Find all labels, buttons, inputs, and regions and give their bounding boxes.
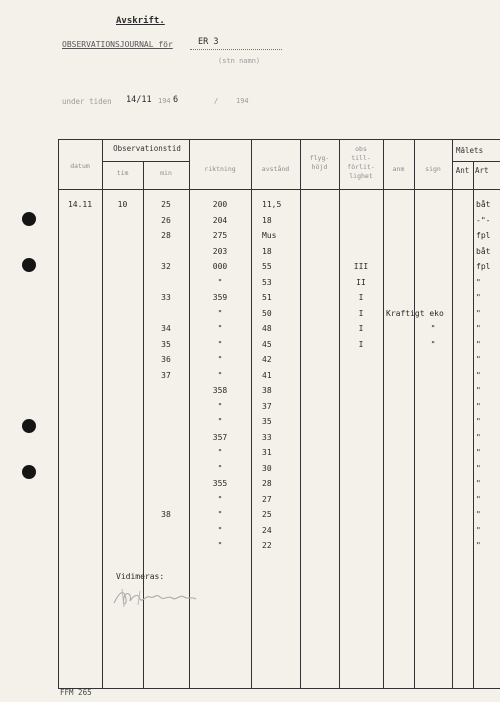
cell-obs: I: [358, 308, 364, 318]
cell-min: 38: [161, 510, 171, 519]
year-prefix-to: 194: [236, 97, 249, 105]
cell-min: 25: [161, 200, 171, 209]
cell-tim: 10: [117, 200, 128, 209]
station-name-hint: (stn namn): [218, 57, 261, 65]
cell-art: ": [476, 308, 481, 318]
cell-art: ": [476, 463, 481, 473]
cell-riktning: ": [217, 339, 223, 349]
cell-avstand: 31: [262, 448, 272, 457]
cell-art: ": [476, 448, 481, 457]
cell-avstand: 37: [262, 401, 272, 411]
cell-min: 33: [161, 293, 171, 302]
cell-riktning: ": [217, 494, 223, 504]
cell-obs: I: [358, 339, 364, 349]
cell-avstand: 28: [262, 479, 272, 488]
header-observation-time: Observationstid: [113, 145, 181, 153]
cell-obs: I: [358, 293, 364, 302]
header-avstand: avstånd: [261, 165, 290, 173]
col-divider-flyghojd: [300, 139, 301, 688]
cell-art: ": [476, 401, 481, 411]
document-title: Avskrift.: [116, 16, 165, 26]
cell-riktning: ": [217, 448, 223, 457]
cell-art: ": [476, 324, 481, 333]
cell-riktning: ": [217, 417, 223, 426]
cell-min: 34: [161, 324, 171, 333]
punch-hole-3: [22, 419, 36, 433]
header-malets: Målets: [456, 147, 484, 155]
header-sign: sign: [425, 165, 441, 173]
cell-min: 37: [161, 370, 171, 380]
cell-avstand: 11,5: [262, 200, 282, 209]
cell-riktning: 275: [212, 231, 228, 240]
cell-riktning: ": [217, 355, 223, 364]
cell-riktning: 200: [212, 200, 228, 209]
cell-riktning: ": [217, 324, 223, 333]
cell-art: fpl: [476, 262, 491, 271]
header-obs-line3: förlit-: [347, 163, 375, 171]
punch-hole-1: [22, 212, 36, 226]
cell-art: ": [476, 370, 481, 380]
period-separator: /: [214, 97, 219, 105]
form-code: FFM 265: [60, 688, 92, 697]
cell-riktning: ": [217, 525, 223, 535]
cell-avstand: 42: [262, 355, 272, 364]
cell-riktning: 355: [212, 479, 228, 488]
cell-obs: III: [353, 262, 369, 271]
cell-min: 26: [161, 215, 171, 225]
cell-art: ": [476, 525, 481, 535]
punch-hole-2: [22, 258, 36, 272]
cell-art: ": [476, 277, 481, 287]
col-divider-sign: [414, 139, 415, 688]
cell-riktning: 000: [212, 262, 228, 271]
cell-avstand: 53: [262, 277, 272, 287]
cell-avstand: 45: [262, 339, 272, 349]
cell-avstand: 48: [262, 324, 272, 333]
cell-riktning: ": [217, 370, 223, 380]
header-min: min: [160, 169, 172, 177]
cell-riktning: 359: [212, 293, 228, 302]
cell-art: båt: [476, 246, 491, 256]
table-top-border: [58, 139, 500, 140]
cell-avstand: 38: [262, 386, 272, 395]
malets-divider: [452, 161, 500, 162]
vidimeras-label: Vidimeras:: [116, 572, 165, 581]
station-name: ER 3: [198, 37, 219, 47]
cell-riktning: 203: [212, 246, 228, 256]
table-bottom-border: [58, 688, 500, 689]
cell-art: ": [476, 386, 481, 395]
cell-obs: II: [356, 277, 366, 287]
cell-riktning: ": [217, 308, 223, 318]
cell-avstand: 22: [262, 541, 272, 550]
header-obs-line2: till-: [351, 154, 371, 162]
cell-art: ": [476, 479, 481, 488]
cell-avstand: Mus: [262, 231, 277, 240]
cell-riktning: 357: [212, 432, 228, 442]
cell-art: ": [476, 541, 481, 550]
cell-avstand: 41: [262, 370, 272, 380]
cell-riktning: ": [217, 541, 223, 550]
col-divider-art: [473, 161, 474, 688]
cell-min: 32: [161, 262, 171, 271]
cell-avstand: 55: [262, 262, 272, 271]
cell-avstand: 18: [262, 246, 272, 256]
header-anm: anm: [392, 165, 405, 173]
header-obs-line1: obs: [355, 145, 367, 153]
cell-riktning: 204: [212, 215, 228, 225]
cell-avstand: 51: [262, 293, 272, 302]
table-header-bottom-border: [58, 189, 500, 190]
period-from: 14/11: [126, 95, 152, 105]
header-art: Art: [475, 166, 489, 175]
cell-avstand: 35: [262, 417, 272, 426]
cell-sign: ": [430, 324, 436, 333]
table-left-border: [58, 139, 59, 688]
cell-art: ": [476, 432, 481, 442]
col-divider-avstand: [251, 139, 252, 688]
period-label: under tiden: [62, 97, 112, 106]
header-flyghojd-line1: flyg-: [309, 154, 330, 162]
cell-avstand: 18: [262, 215, 272, 225]
punch-hole-4: [22, 465, 36, 479]
col-divider-anm: [383, 139, 384, 688]
journal-label: OBSERVATIONSJOURNAL för: [62, 40, 173, 49]
col-divider-obs: [339, 139, 340, 688]
cell-avstand: 25: [262, 510, 272, 519]
header-riktning: riktning: [204, 165, 236, 173]
header-datum: datum: [70, 162, 90, 170]
cell-anm: Kraftigt eko: [386, 308, 444, 318]
header-obs-line4: lighet: [349, 172, 373, 180]
cell-art: fpl: [476, 231, 491, 240]
header-tim: tim: [116, 169, 129, 177]
cell-obs: I: [358, 324, 364, 333]
cell-riktning: ": [217, 401, 223, 411]
cell-art: -"-: [476, 215, 491, 225]
header-flyghojd-line2: höjd: [311, 163, 328, 171]
cell-sign: ": [430, 339, 436, 349]
col-divider-malets: [452, 139, 453, 688]
cell-art: ": [476, 510, 481, 519]
cell-art: ": [476, 293, 481, 302]
col-divider-tim: [102, 139, 103, 688]
cell-min: 36: [161, 355, 171, 364]
header-ant: Ant: [455, 166, 470, 175]
cell-avstand: 33: [262, 432, 272, 442]
cell-riktning: ": [217, 277, 223, 287]
cell-avstand: 30: [262, 463, 272, 473]
cell-riktning: ": [217, 510, 223, 519]
cell-min: 28: [161, 231, 171, 240]
cell-avstand: 50: [262, 308, 272, 318]
year-prefix-from: 194: [158, 97, 171, 105]
cell-datum: 14.11: [67, 200, 93, 209]
cell-art: ": [476, 494, 481, 504]
year-digit-from: 6: [173, 95, 179, 105]
cell-riktning: 358: [212, 386, 228, 395]
cell-avstand: 24: [262, 525, 272, 535]
cell-art: ": [476, 339, 481, 349]
cell-riktning: ": [217, 463, 223, 473]
cell-art: båt: [476, 200, 491, 209]
cell-avstand: 27: [262, 494, 272, 504]
cell-art: ": [476, 355, 481, 364]
signature-image: [110, 585, 202, 611]
station-dotted-line: [190, 49, 282, 50]
obs-time-divider: [102, 161, 189, 162]
cell-art: ": [476, 417, 481, 426]
cell-min: 35: [161, 339, 171, 349]
